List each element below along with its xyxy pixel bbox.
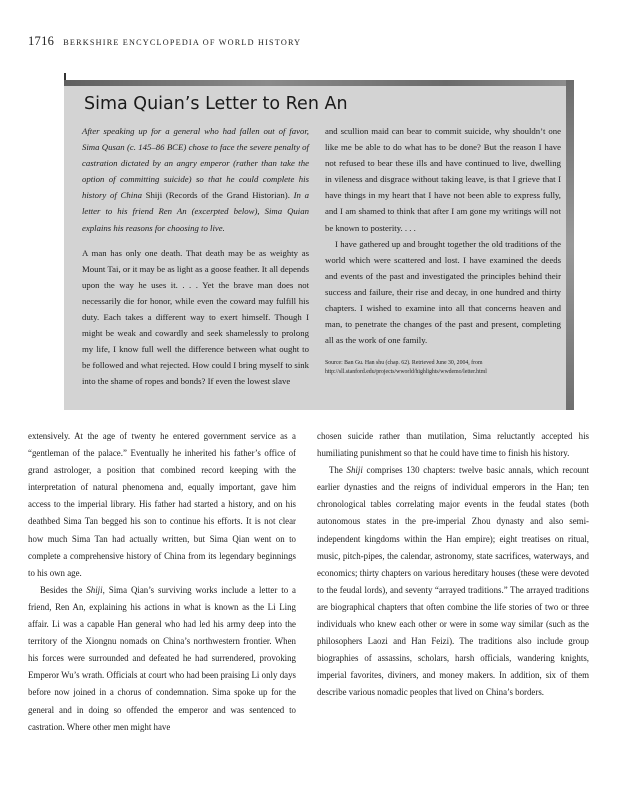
sidebar-source: Source: Ban Gu. Han shu (chap. 62). Retrieved June 30, 2004, from http://sll.stanford.edu/projects/wworld/highlights/wwdemo/letter.html — [325, 360, 487, 376]
body-column-left — [28, 428, 296, 736]
sidebar-column-left — [82, 123, 309, 390]
sidebar-paragraph: and scullion maid can bear to commit suicide, why shouldn’t one like me be able to do what has to be done? But the reason I have not refused to bear these ills and have continued to live, dwelling in vileness and disgrace without taking leave, is that I grieve that I have things in my heart that I have not been able to express fully, and I am shamed to think that after I am gone my writings will not be known to posterity. . . . — [325, 126, 561, 233]
body-paragraph: extensively. At the age of twenty he entered government service as a “gentleman of the palace.” Eventually he inherited his father’s office of grand astrologer, a position that combined record keeping with the interpretation of natural phenomena and, equally important, gave him access to the imperial library. His father had started a history, and on his deathbed Sima Tan begged his son to continue his efforts. It is not clear how much Sima Tan had actually written, but Sima Qian went on to complete a comprehensive history of China from its legendary beginnings to his own age. — [28, 431, 296, 578]
sidebar-box — [64, 80, 574, 410]
body-text: The — [329, 465, 347, 476]
sidebar-intro — [82, 123, 309, 236]
sidebar-intro-text-3: In a letter to his friend Ren An (excerpted below), Sima Quian explains his reasons for choosing to live. — [82, 190, 309, 233]
body-text: Besides the — [40, 584, 87, 595]
body-text: , Sima Qian’s surviving works include a letter to a friend, Ren An, explaining his actions in what is known as the Li Ling affair. Li was a capable Han general who had led his army deep into the territory of the Xiongnu nomads on China’s northwestern frontier. When his forces were surrounded and defeated he had surrendered, provoking Emperor Wu’s wrath. Officials at court who had been praising Li only days before now joined in a chorus of condemnation. Sima spoke up for the general and in doing so offended the emperor and was sentenced to castration. Where other men might have — [28, 584, 296, 732]
sidebar-intro-text-1: After speaking up for a general who had fallen out of favor, Sima Qusan (c. 145–86 BCE) chose to face the severe penalty of castration dictated by an angry emperor (rather than take the option of committing suicide) so that he could complete his history of China — [82, 126, 309, 201]
body-paragraph — [28, 582, 296, 736]
body-column-right — [317, 428, 589, 702]
sidebar-top-band — [64, 80, 574, 86]
running-head — [28, 34, 301, 49]
sidebar-paragraph: A man has only one death. That death may be as weighty as Mount Tai, or it may be as light as a goose feather. It all depends upon the way he uses it. . . . Yet the brave man does not necessarily die for honor, while even the coward may fulfill his duty. Each takes a different way to exert himself. Though I might be weak and cowardly and seek shamelessly to prolong my life, I know full well the difference between what ought to be followed and what rejected. How could I bring myself to sink into the shame of ropes and bonds? If even the lowest slave — [82, 247, 309, 387]
book-title: Shiji — [346, 465, 363, 476]
body-paragraph: chosen suicide rather than mutilation, Sima reluctantly accepted his humiliating punishment so that he could have time to finish his history. — [317, 431, 589, 459]
page-number: 1716 — [28, 34, 55, 48]
sidebar-intro-text-2: Shiji (Records of the Grand Historian). — [145, 190, 290, 201]
sidebar-title: Sima Quian’s Letter to Ren An — [84, 94, 348, 114]
sidebar-right-edge — [566, 80, 574, 410]
sidebar-paragraph: I have gathered up and brought together the old traditions of the world which were scattered and lost. I have examined the deeds and events of the past and investigated the principles behind their success and failure, their rise and decay, in one hundred and thirty chapters. I wished to examine into all that concerns heaven and man, to penetrate the changes of the past and present, completing all as the work of one family. — [325, 238, 561, 346]
body-text: comprises 130 chapters: twelve basic annals, which recount earlier dynasties and the reigns of individual emperors in the Han; ten chronological tables correlating major events in the feudal states (both autonomous states in the pre-imperial Zhou dynasty and also semi-independent kingdoms within the Han empire); eight treatises on ritual, music, pitch-pipes, the calendar, astronomy, state sacrifices, waterways, and economics; thirty chapters on various hereditary houses (these were devoted to the feudal lords), and seventy “arrayed traditions.” The arrayed traditions are biographical chapters that often combine the life stories of two or three individuals who knew each other or were in some way similar (such as the philosophers Laozi and Han Feizi). The traditions also include group biographies of assassins, scholars, harsh officials, wandering knights, imperial favorites, diviners, and money makers. In addition, six of them describe various nomadic peoples that lived on China’s borders. — [317, 465, 589, 698]
body-paragraph — [317, 462, 589, 701]
sidebar-column-right — [325, 123, 561, 377]
running-title: BERKSHIRE ENCYCLOPEDIA OF WORLD HISTORY — [63, 38, 302, 47]
book-title: Shiji — [86, 584, 103, 595]
